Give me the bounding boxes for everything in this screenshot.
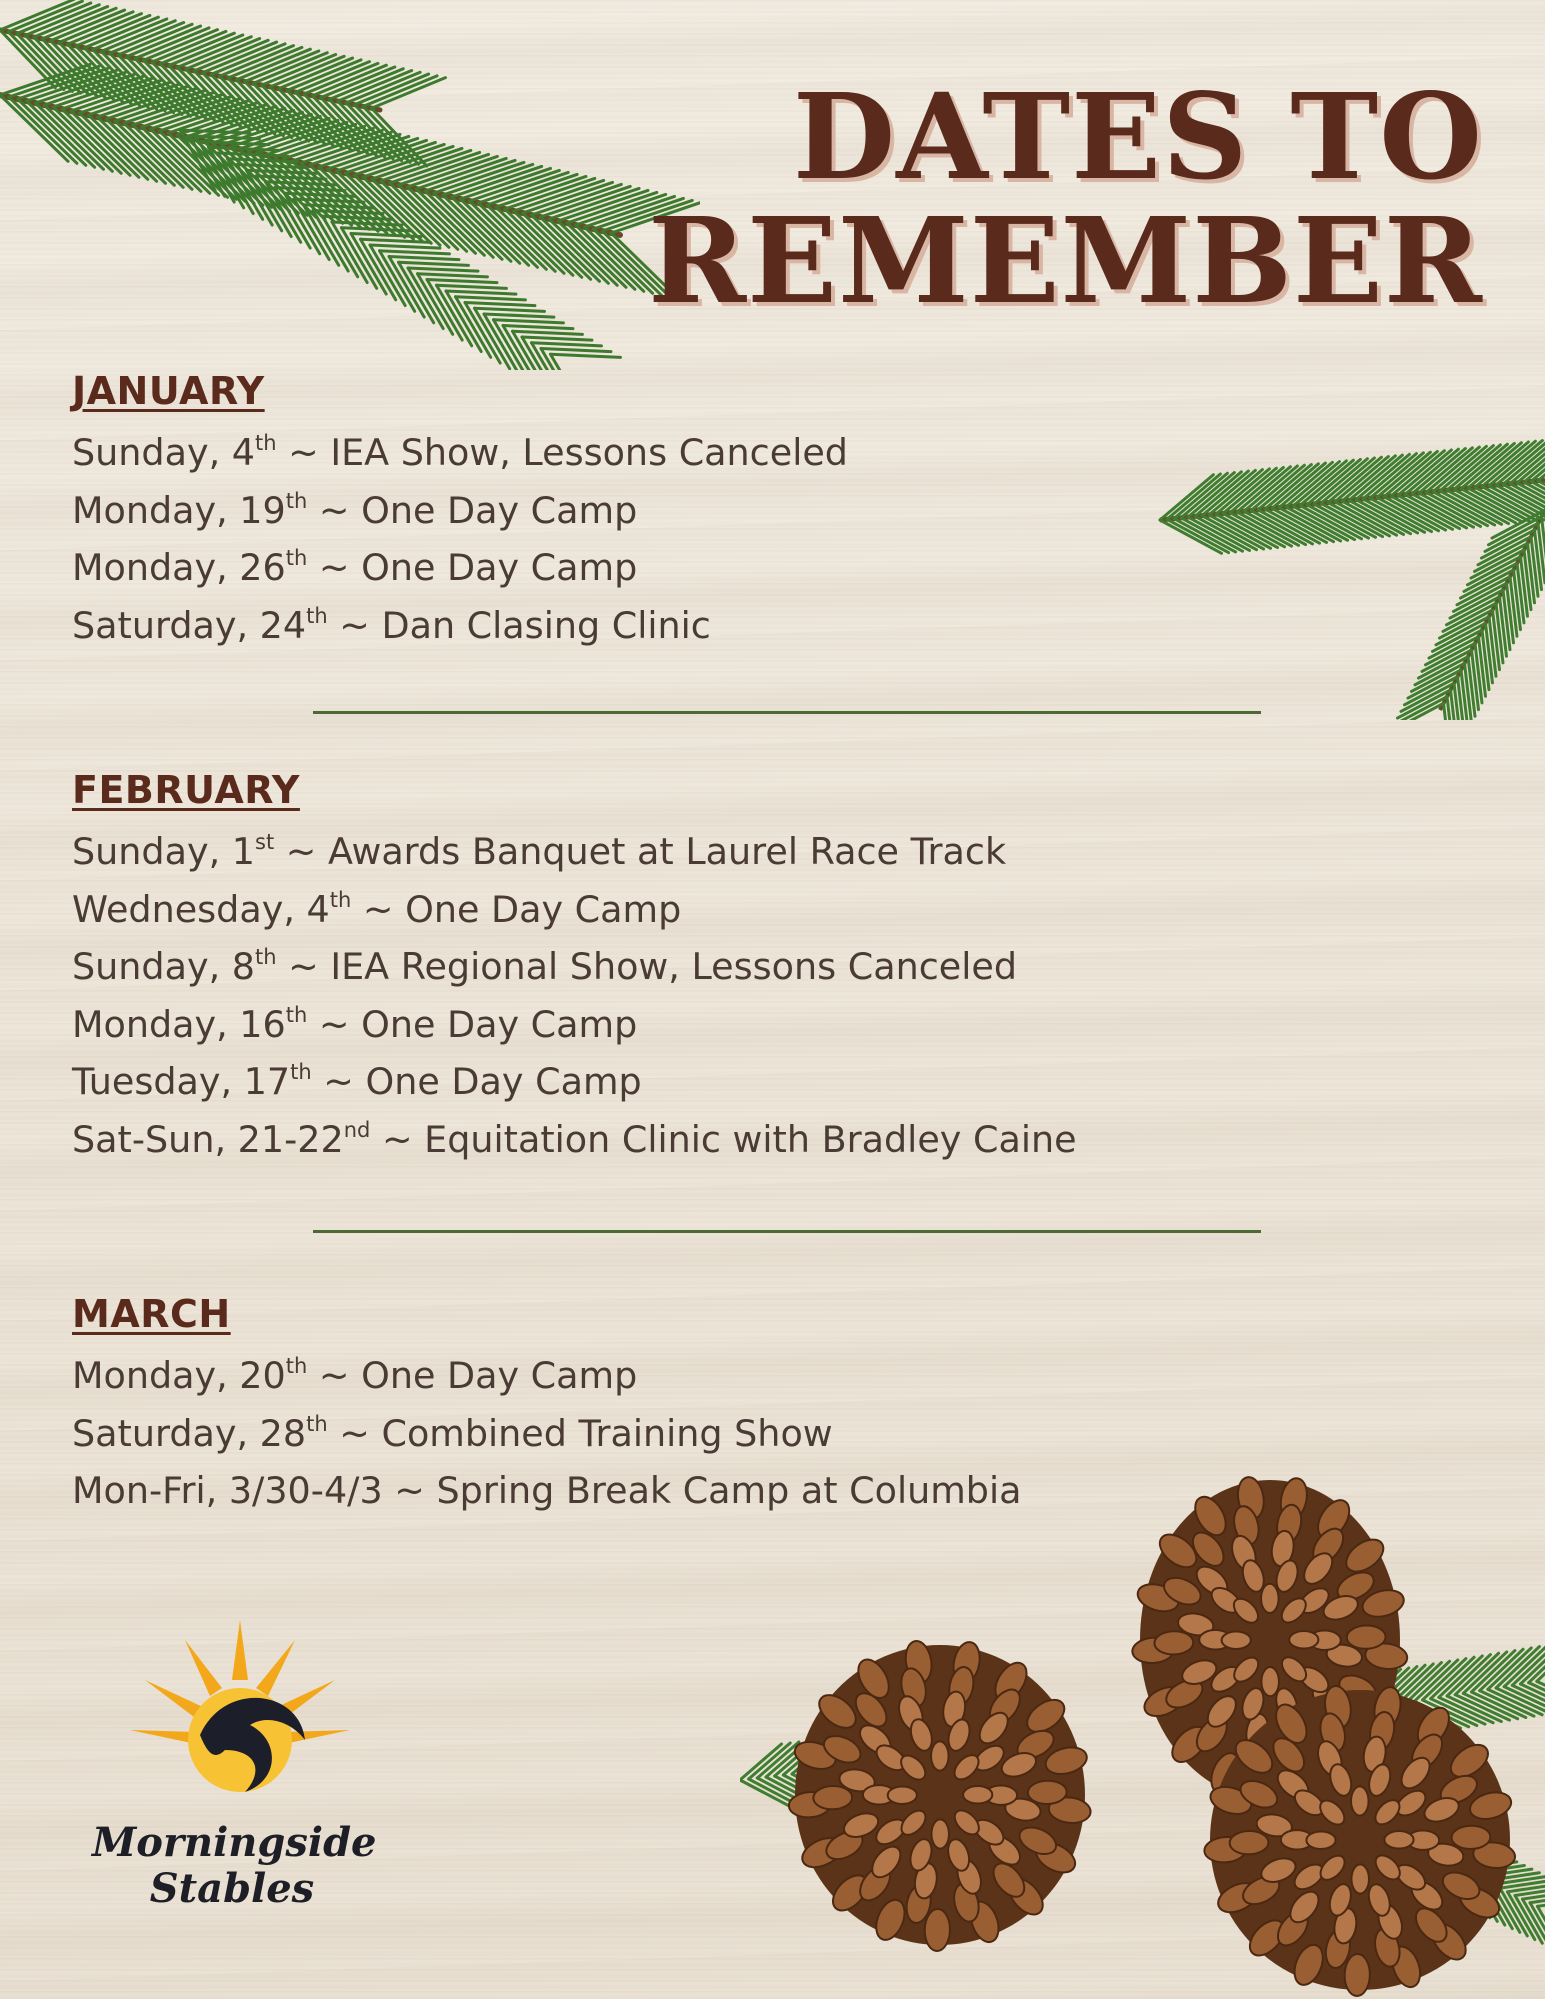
section-march (72, 1291, 1222, 1520)
event-item: Sat-Sun, 21-22nd ~ Equitation Clinic with Bradley Caine (72, 1117, 1077, 1161)
page-title (583, 67, 1483, 330)
event-item: Wednesday, 4th ~ One Day Camp (72, 887, 682, 931)
event-item: Monday, 20th ~ One Day Camp (72, 1354, 638, 1397)
event-item: Sunday, 8th ~ IEA Regional Show, Lessons Canceled (72, 945, 1018, 988)
month-heading: JANUARY (72, 369, 265, 413)
section-divider (313, 711, 1261, 714)
event-item: Sunday, 4th ~ IEA Show, Lessons Canceled (72, 431, 848, 474)
section-january (72, 368, 1222, 654)
event-item: Saturday, 28th ~ Combined Training Show (72, 1411, 833, 1455)
logo-line2: Stables (149, 1865, 315, 1912)
sun-horse-logo-icon (130, 1620, 350, 1795)
logo-line1: Morningside (92, 1819, 377, 1866)
event-item: Monday, 19th ~ One Day Camp (72, 488, 638, 532)
title-line2: REMEMBER (648, 191, 1483, 330)
month-heading: FEBRUARY (72, 768, 300, 812)
event-item: Monday, 26th ~ One Day Camp (72, 546, 638, 589)
month-heading: MARCH (72, 1292, 231, 1336)
event-item: Monday, 16th ~ One Day Camp (72, 1002, 638, 1046)
section-divider (313, 1230, 1261, 1233)
event-item: Sunday, 1st ~ Awards Banquet at Laurel Race Track (72, 830, 1007, 873)
pine-cones-icon (740, 1450, 1545, 1999)
event-item: Mon-Fri, 3/30-4/3 ~ Spring Break Camp at Columbia (72, 1469, 1022, 1512)
event-item: Saturday, 24th ~ Dan Clasing Clinic (72, 603, 711, 647)
section-february (72, 767, 1222, 1168)
title-line1: DATES TO (792, 67, 1483, 206)
event-item: Tuesday, 17th ~ One Day Camp (72, 1060, 642, 1103)
logo-text (92, 1819, 377, 1912)
